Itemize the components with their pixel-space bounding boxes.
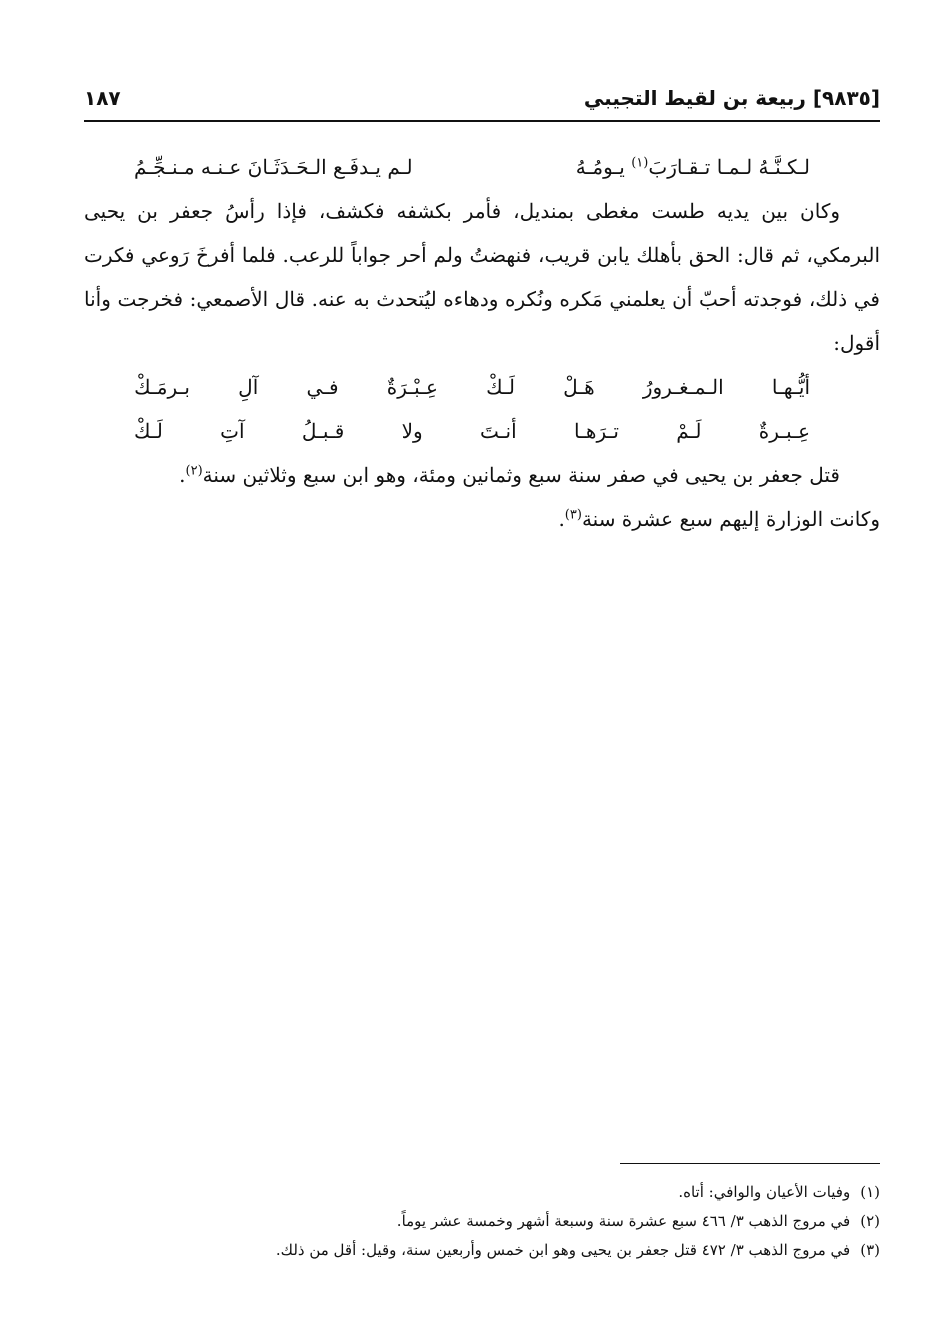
verse-word: بـرمَـكْ [134,375,190,399]
footnote-ref-2[interactable]: (٢) [185,463,203,479]
footnote-3 [84,1236,880,1265]
page-number: ١٨٧ [84,86,121,110]
footnote-2 [84,1207,880,1236]
verse-word: قـبـلُ [301,419,345,443]
footnote-number: (١) [860,1183,880,1201]
footnote-text: في مروج الذهب ٣/ ٤٧٢ قتل جعفر بن يحيى وهو ابن خمس وأربعين سنة، وقيل: أقل من ذلك. [275,1241,851,1259]
verse-word: أنـتَ [480,419,517,443]
verse-left-hemistich: لـم يـدفَـع الـحَـدَثَـانَ عـنـه مـنـجِّـمُ [134,155,413,179]
header-divider [84,120,880,122]
paragraph-2: قتل جعفر بن يحيى في صفر سنة سبع وثمانين ومئة، وهو ابن سبع وثلاثين سنة$^{(٢)}$. [179,463,840,487]
footnote-ref-1[interactable]: (١) [631,155,649,171]
footnote-1 [84,1178,880,1207]
verse-word: فـي [306,375,339,399]
footnote-text: في مروج الذهب ٣/ ٤٦٦ سبع عشرة سنة وسبعة أشهر وخمسة عشر يوماً. [396,1212,851,1230]
footnotes [84,1178,880,1265]
verse-word: لَـكْ [134,419,163,443]
footnote-number: (٣) [860,1241,880,1259]
verse-line-3 [84,409,880,453]
verse-word: تـرَهـا [573,419,619,443]
main-text [84,145,880,541]
verse-word: لَـكْ [486,375,515,399]
footnote-ref-3[interactable]: (٣) [564,507,582,523]
paragraph-1: وكان بين يديه طست مغطى بمنديل، فأمر بكشفه فكشف، فإذا رأسُ جعفر بن يحيى البرمكي، ثم قال: الحق بأهلك يابن قريب، فنهضتُ ولم أحر جواباً للرعب. فلما أفرخَ رَوعي فكرت في ذلك، فوجدته أحبّ أن يعلمني مَكره ونُكره ودهاءه ليُتحدث به عنه. قال الأصمعي: فخرجت وأنا أقول: [84,199,880,355]
verse-right-hemistich: لـكـنَّـهُ لـمـا تـقـارَبَ$^{(١)}$ يـومُـهُ [575,155,810,179]
verse-word: أيُّـهـا [771,375,810,399]
footnote-text: وفيات الأعيان والوافي: أتاه. [678,1183,851,1201]
verse-word: هَـلْ [563,375,595,399]
chapter-title: [٩٨٣٥] ربيعة بن لقيط التجيبي [583,86,880,110]
verse-word: لَـمْ [676,419,702,443]
verse-word: آتِ [220,419,245,443]
footnote-divider [620,1163,880,1164]
verse-line-2 [84,365,880,409]
verse-word: ولا [401,419,423,443]
verse-word: آلِ [238,375,259,399]
verse-word: عِـبْـرَةٌ [386,375,438,399]
running-header [84,84,880,118]
paragraph-3: وكانت الوزارة إليهم سبع عشرة سنة$^{(٣)}$. [558,507,880,531]
verse-line-1 [84,145,880,189]
verse-word: عِـبـرةٌ [758,419,810,443]
footnote-number: (٢) [860,1212,880,1230]
verse-word: الـمـغـرورُ [642,375,724,399]
